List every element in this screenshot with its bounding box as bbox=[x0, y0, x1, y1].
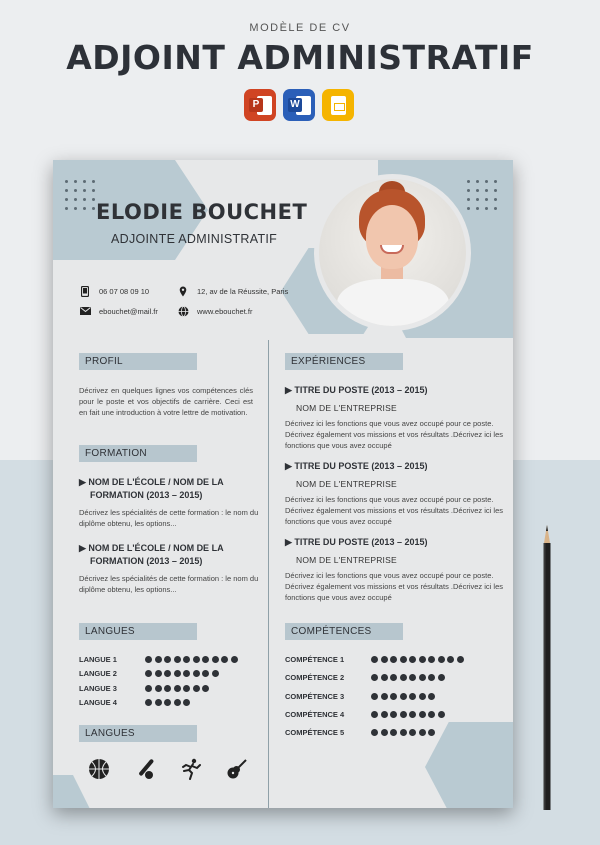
level-dot bbox=[400, 693, 407, 700]
skill-name: LANGUE 1 bbox=[79, 655, 117, 664]
level-dot bbox=[409, 656, 416, 663]
app-icons bbox=[244, 89, 354, 121]
experience-company: NOM DE L'ENTREPRISE bbox=[296, 479, 397, 489]
level-dot bbox=[164, 685, 171, 692]
level-dot bbox=[155, 656, 162, 663]
level-dot bbox=[400, 729, 407, 736]
level-dot bbox=[231, 656, 238, 663]
skill-level-dots bbox=[145, 699, 190, 706]
level-dot bbox=[193, 670, 200, 677]
level-dot bbox=[419, 656, 426, 663]
experience-text: Décrivez ici les fonctions que vous avez occupé pour ce poste. Décrivez également vos missions et vos résultats .Décrivez ici les fonctions que vous avez occupé bbox=[285, 419, 503, 450]
level-dot bbox=[183, 699, 190, 706]
level-dot bbox=[145, 685, 152, 692]
experience-text: Décrivez ici les fonctions que vous avez occupé pour ce poste. Décrivez également vos missions et vos résultats .Décrivez ici les fonctions que vous avez occupé bbox=[285, 495, 503, 526]
level-dot bbox=[193, 685, 200, 692]
level-dot bbox=[371, 711, 378, 718]
skill-name: COMPÉTENCE 4 bbox=[285, 709, 345, 719]
skill-level-dots bbox=[145, 685, 209, 692]
contact-email bbox=[79, 305, 158, 317]
level-dot bbox=[174, 656, 181, 663]
powerpoint-icon[interactable]: P bbox=[244, 89, 276, 121]
section-title-profil: PROFIL bbox=[79, 353, 197, 370]
level-dot bbox=[174, 699, 181, 706]
skill-name: COMPÉTENCE 5 bbox=[285, 728, 345, 738]
contact-address bbox=[177, 285, 288, 297]
address-text: 12, av de la Réussite, Paris bbox=[197, 286, 289, 296]
level-dot bbox=[381, 674, 388, 681]
guitar-icon bbox=[226, 758, 248, 780]
level-dot bbox=[428, 711, 435, 718]
level-dot bbox=[419, 729, 426, 736]
hobbies-row bbox=[88, 758, 248, 780]
level-dot bbox=[202, 685, 209, 692]
decor-shape bbox=[53, 775, 93, 808]
level-dot bbox=[447, 656, 454, 663]
section-title-competences: COMPÉTENCES bbox=[285, 623, 403, 640]
level-dot bbox=[400, 711, 407, 718]
level-dot bbox=[164, 656, 171, 663]
level-dot bbox=[428, 656, 435, 663]
decor-dots bbox=[467, 180, 497, 210]
profile-photo bbox=[314, 174, 471, 331]
level-dot bbox=[221, 656, 228, 663]
level-dot bbox=[381, 711, 388, 718]
level-dot bbox=[371, 729, 378, 736]
level-dot bbox=[428, 729, 435, 736]
google-slides-icon[interactable] bbox=[322, 89, 354, 121]
experience-text: Décrivez ici les fonctions que vous avez occupé pour ce poste. Décrivez également vos missions et vos résultats .Décrivez ici les fonctions que vous avez occupé bbox=[285, 571, 503, 602]
level-dot bbox=[381, 693, 388, 700]
level-dot bbox=[428, 674, 435, 681]
level-dot bbox=[174, 670, 181, 677]
skill-row bbox=[79, 698, 190, 707]
skill-row bbox=[79, 669, 219, 678]
level-dot bbox=[419, 711, 426, 718]
skill-row bbox=[285, 728, 435, 737]
globe-icon bbox=[177, 305, 189, 317]
section-title-loisirs: LANGUES bbox=[79, 725, 197, 742]
level-dot bbox=[400, 674, 407, 681]
experience-company: NOM DE L'ENTREPRISE bbox=[296, 403, 397, 413]
level-dot bbox=[145, 656, 152, 663]
contact-phone bbox=[79, 285, 149, 297]
experience-head: ▶ TITRE DU POSTE (2013 – 2015) bbox=[285, 385, 428, 395]
skill-level-dots bbox=[145, 656, 238, 663]
page-title: ADJOINT ADMINISTRATIF bbox=[66, 38, 534, 77]
cv-document bbox=[53, 160, 513, 808]
location-pin-icon bbox=[177, 285, 189, 297]
level-dot bbox=[202, 656, 209, 663]
level-dot bbox=[409, 711, 416, 718]
skill-row bbox=[285, 673, 445, 682]
skill-row bbox=[285, 655, 464, 664]
level-dot bbox=[390, 656, 397, 663]
level-dot bbox=[419, 674, 426, 681]
level-dot bbox=[390, 674, 397, 681]
word-icon[interactable]: W bbox=[283, 89, 315, 121]
level-dot bbox=[155, 685, 162, 692]
experience-head: ▶ TITRE DU POSTE (2013 – 2015) bbox=[285, 461, 428, 471]
level-dot bbox=[438, 674, 445, 681]
level-dot bbox=[155, 670, 162, 677]
level-dot bbox=[381, 729, 388, 736]
skill-level-dots bbox=[371, 656, 464, 663]
pencil-decoration bbox=[541, 525, 553, 810]
level-dot bbox=[438, 656, 445, 663]
skill-name: COMPÉTENCE 3 bbox=[285, 691, 345, 701]
level-dot bbox=[438, 711, 445, 718]
level-dot bbox=[371, 656, 378, 663]
decor-shape bbox=[425, 722, 513, 808]
level-dot bbox=[174, 685, 181, 692]
skill-level-dots bbox=[145, 670, 219, 677]
baseball-icon bbox=[134, 758, 156, 780]
column-divider bbox=[268, 340, 269, 808]
skill-name: COMPÉTENCE 2 bbox=[285, 673, 345, 683]
level-dot bbox=[193, 656, 200, 663]
level-dot bbox=[381, 656, 388, 663]
level-dot bbox=[409, 674, 416, 681]
level-dot bbox=[183, 685, 190, 692]
section-title-langues: LANGUES bbox=[79, 623, 197, 640]
skill-level-dots bbox=[371, 693, 435, 700]
formation-head: ▶ NOM DE L'ÉCOLE / NOM DE LA FORMATION (2013 – 2015) bbox=[79, 477, 224, 500]
level-dot bbox=[390, 729, 397, 736]
skill-row bbox=[285, 692, 435, 701]
section-title-formation: FORMATION bbox=[79, 445, 197, 462]
skill-name: LANGUE 4 bbox=[79, 697, 117, 707]
skill-name: LANGUE 3 bbox=[79, 683, 117, 693]
skill-row bbox=[79, 684, 209, 693]
level-dot bbox=[155, 699, 162, 706]
profil-text: Décrivez en quelques lignes vos compétences clés pour le poste et vos objectifs de carrière. Ceci est en fait une introduction à votre lettre de motivation. bbox=[79, 386, 253, 417]
level-dot bbox=[371, 674, 378, 681]
level-dot bbox=[164, 670, 171, 677]
level-dot bbox=[428, 693, 435, 700]
skill-row bbox=[285, 710, 445, 719]
level-dot bbox=[400, 656, 407, 663]
level-dot bbox=[183, 670, 190, 677]
running-icon bbox=[180, 758, 202, 780]
level-dot bbox=[212, 670, 219, 677]
decor-dots bbox=[65, 180, 95, 210]
section-title-experiences: EXPÉRIENCES bbox=[285, 353, 403, 370]
contact-website bbox=[177, 305, 252, 317]
cv-job-title: ADJOINTE ADMINISTRATIF bbox=[111, 232, 278, 246]
level-dot bbox=[409, 693, 416, 700]
website-text: www.ebouchet.fr bbox=[197, 306, 253, 316]
level-dot bbox=[183, 656, 190, 663]
level-dot bbox=[371, 693, 378, 700]
experience-company: NOM DE L'ENTREPRISE bbox=[296, 555, 397, 565]
phone-text: 06 07 08 09 10 bbox=[99, 286, 150, 296]
level-dot bbox=[164, 699, 171, 706]
level-dot bbox=[390, 711, 397, 718]
level-dot bbox=[419, 693, 426, 700]
skill-name: COMPÉTENCE 1 bbox=[285, 655, 345, 664]
skill-level-dots bbox=[371, 674, 445, 681]
skill-level-dots bbox=[371, 711, 445, 718]
skill-row bbox=[79, 655, 238, 664]
level-dot bbox=[212, 656, 219, 663]
level-dot bbox=[409, 729, 416, 736]
level-dot bbox=[145, 670, 152, 677]
formation-text: Décrivez les spécialités de cette formation : le nom du diplôme obtenu, les options... bbox=[79, 574, 259, 594]
formation-text: Décrivez les spécialités de cette formation : le nom du diplôme obtenu, les options... bbox=[79, 508, 259, 528]
experience-head: ▶ TITRE DU POSTE (2013 – 2015) bbox=[285, 537, 428, 547]
formation-head: ▶ NOM DE L'ÉCOLE / NOM DE LA FORMATION (2013 – 2015) bbox=[79, 543, 224, 566]
skill-level-dots bbox=[371, 729, 435, 736]
level-dot bbox=[457, 656, 464, 663]
email-text: ebouchet@mail.fr bbox=[99, 306, 158, 316]
phone-icon bbox=[79, 285, 91, 297]
envelope-icon bbox=[79, 305, 91, 317]
skill-name: LANGUE 2 bbox=[79, 669, 117, 679]
basketball-icon bbox=[88, 758, 110, 780]
page-subtitle: MODÈLE DE CV bbox=[249, 22, 351, 34]
level-dot bbox=[390, 693, 397, 700]
level-dot bbox=[145, 699, 152, 706]
level-dot bbox=[202, 670, 209, 677]
cv-name: ELODIE BOUCHET bbox=[96, 200, 308, 224]
